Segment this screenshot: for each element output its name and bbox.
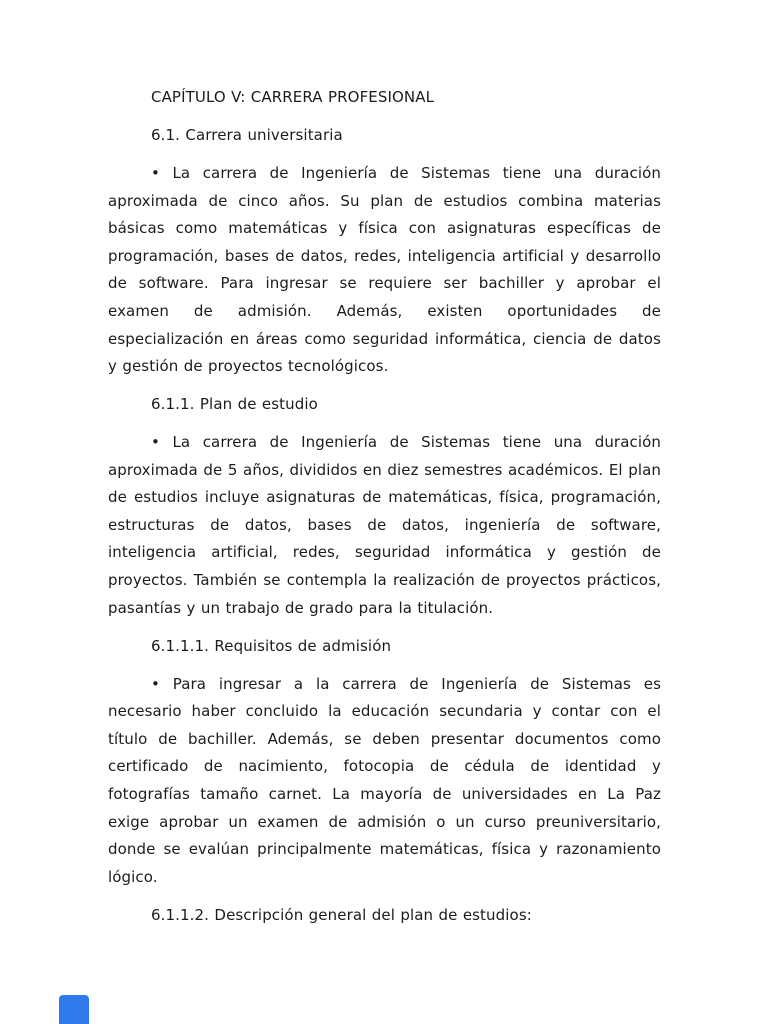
para-6-1-1: • La carrera de Ingeniería de Sistemas tiene una duración aproximada de 5 años, divididos en diez semestres académicos. El plan de estudios incluye asignaturas de matemáticas, física, programación, estructuras de datos, bases de datos, ingeniería de software, inteligencia artificial, redes, seguridad informática y gestión de proyectos. También se contempla la realización de proyectos prácticos, pasantías y un trabajo de grado para la titulación. (108, 433, 661, 617)
para-6-1: • La carrera de Ingeniería de Sistemas tiene una duración aproximada de cinco años. Su plan de estudios combina materias básicas como matemáticas y física con asignaturas específicas de programación, bases de datos, redes, inteligencia artificial y desarrollo de software. Para ingresar se requiere ser bachiller y aprobar el examen de admisión. Además, existen oportunidades de especialización en áreas como seguridad informática, ciencia de datos y gestión de proyectos tecnológicos. (108, 163, 661, 376)
document-content (108, 84, 661, 940)
heading-6-1-1-1: 6.1.1.1. Requisitos de admisión (151, 636, 392, 655)
fullscreen-button[interactable] (59, 995, 89, 1024)
para-6-1-1-1: • Para ingresar a la carrera de Ingeniería de Sistemas es necesario haber concluido la educación secundaria y contar con el título de bachiller. Además, se deben presentar documentos como certificado de nacimiento, fotocopia de cédula de identidad y fotografías tamaño carnet. La mayoría de universidades en La Paz exige aprobar un examen de admisión o un curso preuniversitario, donde se evalúan principalmente matemáticas, física y razonamiento lógico. (108, 674, 661, 886)
chapter-title: CAPÍTULO V: CARRERA PROFESIONAL (151, 88, 435, 106)
heading-6-1-1-2: 6.1.1.2. Descripción general del plan de estudios: (151, 905, 532, 924)
heading-6-1-1: 6.1.1. Plan de estudio (151, 395, 318, 414)
heading-6-1: 6.1. Carrera universitaria (151, 125, 343, 144)
